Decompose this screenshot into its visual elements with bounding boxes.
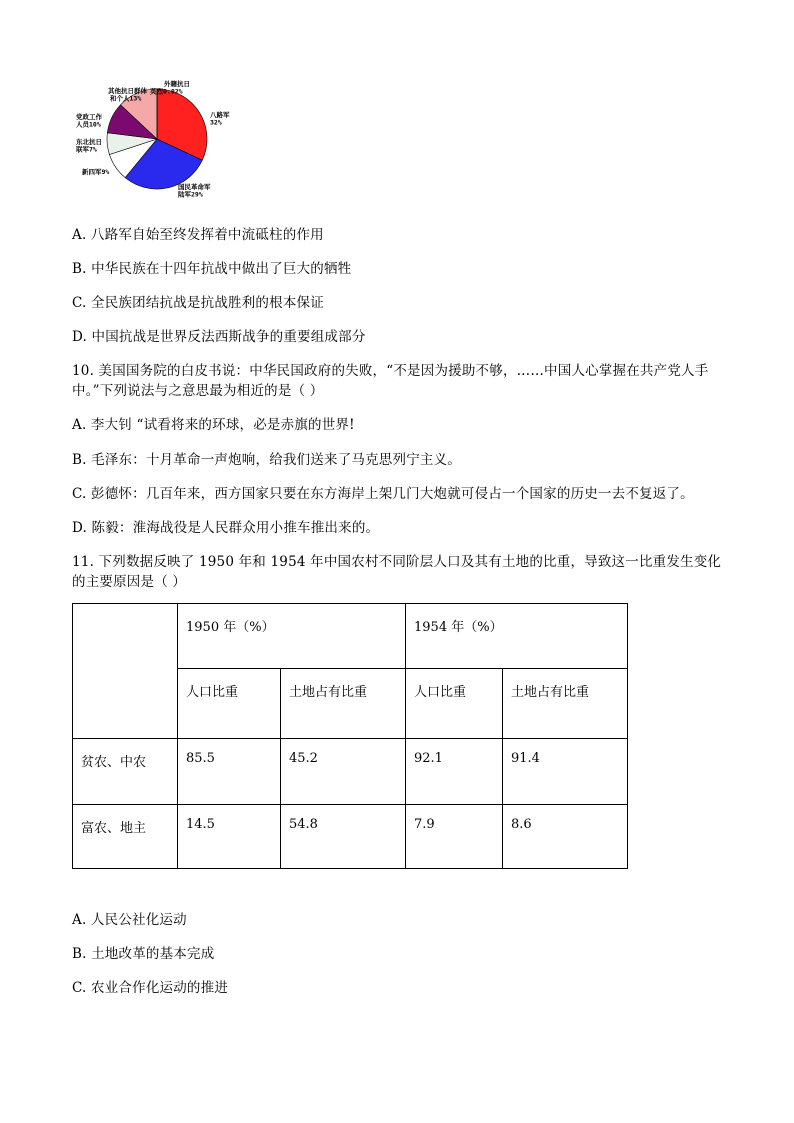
q10-option-d: D. 陈毅：淮海战役是人民群众用小推车推出来的。: [72, 520, 380, 536]
cell-value: 14.5: [178, 805, 281, 869]
header-year-1950: 1950 年（%）: [178, 604, 406, 669]
q11-data-table: [72, 603, 628, 869]
pie-label-qita: 其他抗日群体和个人13%: [108, 87, 147, 103]
q10-option-a: A. 李大钊 “试看将来的环球，必是赤旗的世界!: [72, 417, 355, 433]
cell-value: 85.5: [178, 739, 281, 805]
pie-label-dongbei: 东北抗日联军7%: [76, 138, 102, 154]
pie-slices: [107, 89, 207, 189]
q11-stem-line1: 11. 下列数据反映了 1950 年和 1954 年中国农村不同阶层人口及其有土地的比重，导致这一比重发生变化: [72, 554, 722, 570]
header-1950-land: 土地占有比重: [281, 669, 406, 739]
table-corner-cell: [73, 604, 178, 739]
q10-option-b: B. 毛泽东：十月革命一声炮响，给我们送来了马克思列宁主义。: [72, 452, 462, 468]
pie-label-dangzheng: 党政工作人员10%: [76, 113, 102, 129]
row-label: 富农、地主: [73, 805, 178, 869]
header-1954-pop: 人口比重: [406, 669, 503, 739]
cell-value: 45.2: [281, 739, 406, 805]
row-label: 贫农、中农: [73, 739, 178, 805]
q9-option-b: B. 中华民族在十四年抗战中做出了巨大的牺牲: [72, 261, 352, 277]
pie-label-guomin: 国民革命军陆军29%: [178, 183, 211, 199]
q11-option-c: C. 农业合作化运动的推进: [72, 980, 229, 996]
q10-stem-line1: 10. 美国国务院的白皮书说：中华民国政府的失败，“不是因为援助不够，……中国人心掌握在共产党人手: [72, 363, 709, 379]
q9-option-c: C. 全民族团结抗战是抗战胜利的根本保证: [72, 295, 324, 311]
pie-label-waiji: 外籍抗日英烈0.02%: [150, 80, 190, 96]
header-year-1954: 1954 年（%）: [406, 604, 628, 669]
pie-label-balujun: 八路军 32%: [210, 111, 230, 127]
pie-chart: [70, 80, 250, 200]
header-1950-pop: 人口比重: [178, 669, 281, 739]
q11-stem-line2: 的主要原因是（ ）: [72, 574, 187, 590]
table-row: [73, 739, 628, 805]
header-1954-land: 土地占有比重: [503, 669, 628, 739]
cell-value: 7.9: [406, 805, 503, 869]
cell-value: 54.8: [281, 805, 406, 869]
cell-value: 91.4: [503, 739, 628, 805]
q10-stem-line2: 中。”下列说法与之意思最为相近的是（ ）: [72, 383, 324, 399]
q11-option-b: B. 土地改革的基本完成: [72, 946, 215, 962]
q10-option-c: C. 彭德怀：几百年来，西方国家只要在东方海岸上架几门大炮就可侵占一个国家的历史一去不复返了。: [72, 486, 694, 502]
table-row: [73, 805, 628, 869]
cell-value: 8.6: [503, 805, 628, 869]
cell-value: 92.1: [406, 739, 503, 805]
q11-option-a: A. 人民公社化运动: [72, 912, 187, 928]
q9-option-a: A. 八路军自始至终发挥着中流砥柱的作用: [72, 227, 324, 243]
q9-option-d: D. 中国抗战是世界反法西斯战争的重要组成部分: [72, 329, 366, 345]
pie-label-xinsijun: 新四军9%: [82, 168, 110, 176]
